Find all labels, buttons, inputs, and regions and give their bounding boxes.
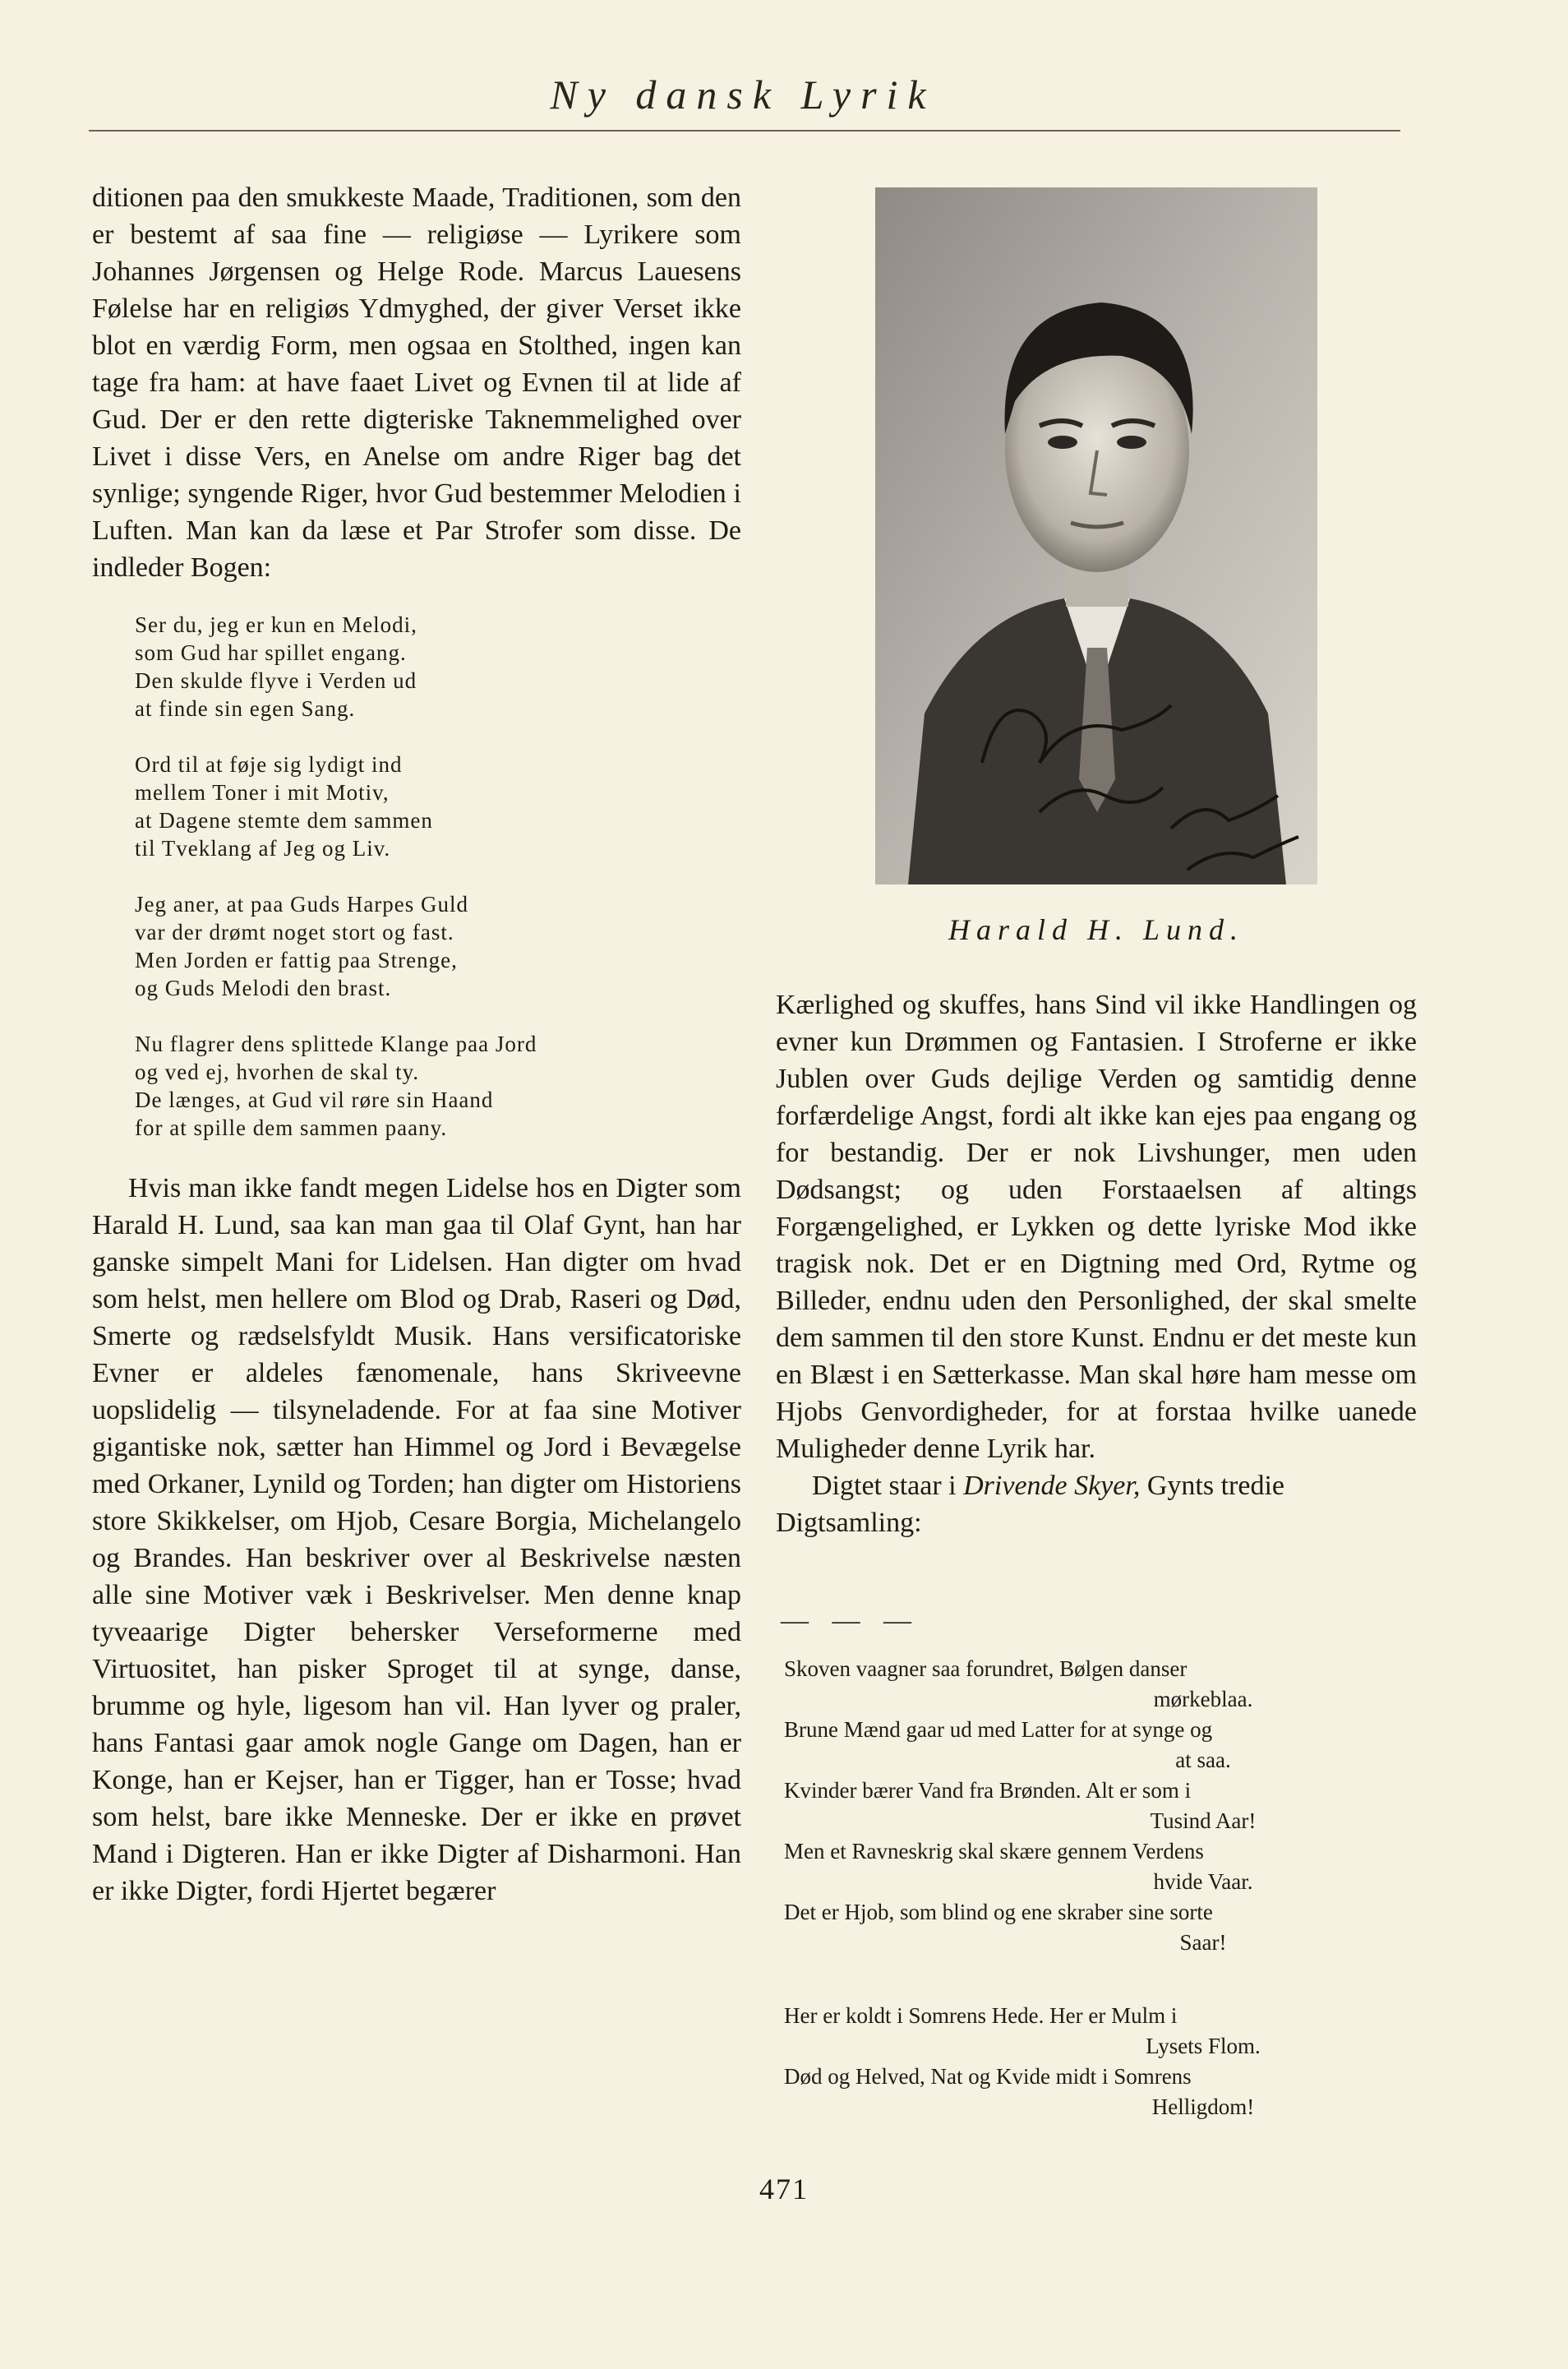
poem-line: Det er Hjob, som blind og ene skraber sine sorte — [784, 1900, 1213, 1924]
photo-caption: Harald H. Lund. — [948, 913, 1245, 946]
right-paragraph-2 — [776, 1467, 1417, 1541]
right-column — [776, 179, 1417, 2123]
poem-stanza — [135, 890, 741, 1002]
author-portrait — [875, 187, 1317, 884]
header-rule — [89, 130, 1400, 132]
right-paragraph-1: Kærlighed og skuffes, hans Sind vil ikke Handlingen og evner kun Drømmen og Fantasien. I Stroferne er ikke Jublen over Guds dejlige Verden og samtidig denne forfærdelige Angst, fordi alt ikke kan ejes paa engang og for bestandig. Der er nok Livshunger, men uden Dødsangst; og uden Forstaaelsen af altings Forgængelighed, er Lykken og dette lyriske Mod ikke tragisk nok. Det er en Digtning med Ord, Rytme og Billeder, endnu uden den Personlighed, der skal smelte dem sammen til den store Kunst. Endnu er det meste kun en Blæst i en Sætterkasse. Man skal høre ham messe om Hjobs Genvordigheder, for at forstaa hvilke uanede Muligheder denne Lyrik har. — [776, 990, 1417, 1464]
poem-line: Ser du, jeg er kun en Melodi, — [135, 612, 417, 637]
poem-line: var der drømt noget stort og fast. — [135, 920, 454, 944]
poem-line: Ord til at føje sig lydigt ind — [135, 752, 403, 777]
poem-line: Men et Ravneskrig skal skære gennem Verdens — [784, 1839, 1204, 1863]
poem-line: Brune Mænd gaar ud med Latter for at synge og — [784, 1717, 1213, 1742]
poem-line: De længes, at Gud vil røre sin Haand — [135, 1088, 494, 1112]
poem-line: mellem Toner i mit Motiv, — [135, 780, 390, 805]
para2-tail: Gynts tredie Digtsamling: — [776, 1471, 1285, 1538]
poem-line: og ved ej, hvorhen de skal ty. — [135, 1060, 420, 1084]
poem-line-continuation: hvide Vaar. — [1153, 1869, 1253, 1894]
poem-line-continuation: at saa. — [1175, 1748, 1231, 1772]
poem-line-continuation: Lysets Flom. — [1146, 2034, 1261, 2058]
poem-line: Død og Helved, Nat og Kvide midt i Somrens — [784, 2064, 1192, 2089]
poem-line: at finde sin egen Sang. — [135, 696, 356, 721]
poem-line: at Dagene stemte dem sammen — [135, 808, 433, 833]
poem-line-continuation: mørkeblaa. — [1153, 1687, 1253, 1711]
hjob-poem — [784, 1655, 1417, 2122]
poem-line: som Gud har spillet engang. — [135, 640, 407, 665]
poem-line: Men Jorden er fattig paa Strenge, — [135, 948, 458, 972]
left-paragraph-1: ditionen paa den smukkeste Maade, Traditionen, som den er bestemt af saa fine — religiøse — Lyrikere som Johannes Jørgensen og Helge Rode. Marcus Lauesens Følelse har en religiøs Ydmyghed, der giver Verset ikke blot en værdig Form, men ogsaa en Stolthed, ingen kan tage fra ham: at have faaet Livet og Evnen til at lide af Gud. Der er den rette digteriske Taknemmelighed over Livet i disse Vers, en Anelse om andre Riger bag det synlige; syngende Riger, hvor Gud bestemmer Melodien i Luften. Man kan da læse et Par Strofer som disse. De indleder Bogen: — [92, 182, 741, 583]
poem-line: for at spille dem sammen paany. — [135, 1115, 448, 1140]
poem-line: Jeg aner, at paa Guds Harpes Guld — [135, 892, 469, 917]
stanza-gap — [784, 1959, 1417, 2002]
para2-lead: Digtet staar i — [812, 1471, 964, 1501]
poem-stanza — [135, 611, 741, 723]
poem-line-continuation: Tusind Aar! — [1150, 1808, 1257, 1833]
poem-line: og Guds Melodi den brast. — [135, 976, 392, 1000]
poem-line: Skoven vaagner saa forundret, Bølgen danser — [784, 1656, 1188, 1681]
page-number: 471 — [759, 2173, 809, 2205]
poem-line: Den skulde flyve i Verden ud — [135, 668, 417, 693]
poem-line: Kvinder bærer Vand fra Brønden. Alt er som i — [784, 1778, 1192, 1803]
section-dashes: — — — — [781, 1605, 920, 1636]
running-title: Ny dansk Lyrik — [550, 72, 936, 118]
portrait-photo — [875, 187, 1317, 884]
poem-stanza — [135, 750, 741, 862]
poem-line-continuation: Saar! — [1179, 1930, 1227, 1955]
poem-line: Nu flagrer dens splittede Klange paa Jord — [135, 1032, 537, 1056]
poem-line: Her er koldt i Somrens Hede. Her er Mulm i — [784, 2003, 1178, 2028]
left-paragraph-2: Hvis man ikke fandt megen Lidelse hos en Digter som Harald H. Lund, saa kan man gaa til Olaf Gynt, han har ganske simpelt Mani for Lidelsen. Han digter om hvad som helst, men hellere om Blod og Drab, Raseri og Død, Smerte og rædselsfyldt Musik. Hans versificatoriske Evner er aldeles fænomenale, hans Skriveevne uopslidelig — tilsyneladende. For at faa sine Motiver gigantiske nok, sætter han Himmel og Jord i Bevægelse med Orkaner, Lynild og Torden; han digter om Historiens store Skikkelser, om Hjob, Cesare Borgia, Michelangelo og Brandes. Han beskriver over al Beskrivelse næsten alle sine Motiver væk i Beskrivelser. Men denne knap tyveaarige Digter behersker Verseformerne med Virtuositet, han pisker Sproget til at synge, danse, brumme og hyle, ligesom han vil. Han lyver og praler, hans Fantasi gaar amok nogle Gange om Dagen, han er Konge, han er Kejser, han er Tigger, han er Tosse; hvad som helst, bare ikke Menneske. Der er ikke en prøvet Mand i Digteren. Han er ikke Digter af Disharmoni. Han er ikke Digter, fordi Hjertet begærer — [92, 1173, 741, 1906]
left-column — [92, 179, 741, 1910]
lauesen-poem — [92, 611, 741, 1142]
book-title: Drivende Skyer, — [963, 1471, 1141, 1501]
poem-line: til Tveklang af Jeg og Liv. — [135, 836, 391, 861]
poem-stanza — [135, 1030, 741, 1142]
poem-line-continuation: Helligdom! — [1151, 2094, 1255, 2119]
